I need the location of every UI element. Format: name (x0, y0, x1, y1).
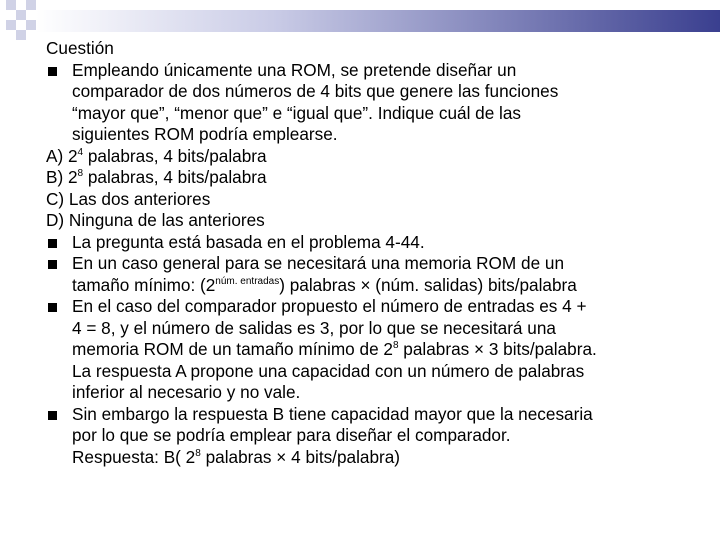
text-line: “mayor que”, “menor que” e “igual que”. Indique cuál de las (72, 102, 522, 123)
comparator-case-bullet (46, 296, 706, 404)
question-bullet (46, 60, 706, 146)
square-bullet-icon (48, 260, 57, 269)
text-line: La respuesta A propone una capacidad con un número de palabras (72, 360, 585, 381)
square-bullet-icon (48, 67, 57, 76)
decorative-gradient-bar (36, 10, 720, 32)
text-line: siguientes ROM podría emplearse. (72, 124, 338, 144)
answer-bullet (46, 404, 706, 469)
option-b: B) $2^8$ palabras, 4 bits/palabra (46, 167, 267, 187)
text-line: En el caso del comparador propuesto el número de entradas es 4 + (72, 296, 587, 316)
text-line: comparador de dos números de 4 bits que genere las funciones (72, 81, 559, 101)
square-bullet-icon (48, 411, 57, 420)
slide-title: Cuestión (46, 38, 114, 58)
option-c: C) Las dos anteriores (46, 188, 211, 209)
option-a: A) $2^4$ palabras, 4 bits/palabra (46, 145, 267, 166)
answer-line: Respuesta: B( $2^8$ palabras × 4 bits/palabra) (72, 446, 401, 467)
text-line: memoria ROM de un tamaño mínimo de $2^8$ palabras × 3 bits/palabra. (72, 339, 597, 359)
option-d: D) Ninguna de las anteriores (46, 210, 265, 230)
text-line: Sin embargo la respuesta B tiene capacidad mayor que la necesaria (72, 403, 593, 424)
slide-body (46, 38, 706, 468)
text-line: tamaño mínimo: $(2^{núm. entradas})$ palabras × (núm. salidas) bits/palabra (72, 274, 577, 295)
square-bullet-icon (48, 239, 57, 248)
text-line: La pregunta está basada en el problema 4-44. (72, 231, 425, 252)
square-bullet-icon (48, 303, 57, 312)
text-line: inferior al necesario y no vale. (72, 382, 301, 402)
text-line: Empleando únicamente una ROM, se pretende diseñar un (72, 59, 517, 80)
general-case-bullet (46, 253, 706, 296)
source-bullet (46, 232, 706, 254)
text-line: por lo que se podría emplear para diseñar el comparador. (72, 425, 511, 445)
text-line: En un caso general para se necesitará una memoria ROM de un (72, 253, 565, 273)
text-line: 4 = 8, y el número de salidas es 3, por lo que se necesitará una (72, 317, 556, 338)
